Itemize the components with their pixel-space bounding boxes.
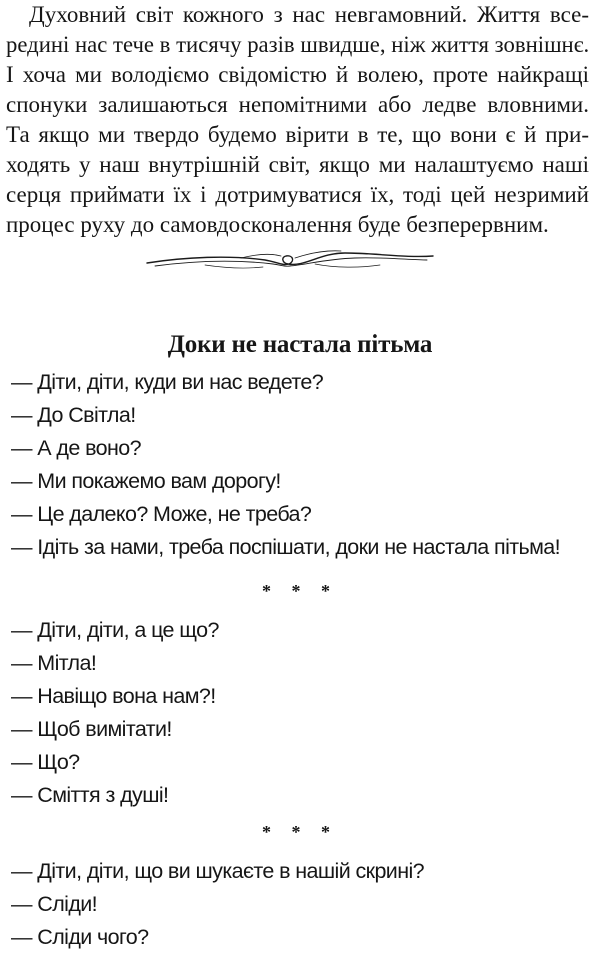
- intro-line: спонуки залишаються непомітними або ледве вловними.: [6, 92, 589, 117]
- dialogue-line: — Щоб вимітати!: [11, 717, 172, 741]
- intro-line: Духовний світ кожного з нас невгамовний. Життя все-: [29, 2, 589, 27]
- dialogue-line: — Ми покажемо вам дорогу!: [11, 469, 281, 493]
- intro-line: Та якщо ми твердо будемо вірити в те, що вони є й при-: [6, 122, 589, 147]
- dialogue-line: — Що?: [11, 750, 80, 774]
- intro-line: серця приймати їх і дотримуватися їх, тоді цей незримий: [6, 182, 589, 207]
- flourish-divider-icon: [145, 244, 435, 272]
- dialogue-line: — А де воно?: [11, 436, 141, 460]
- intro-paragraph: [6, 0, 589, 240]
- section-separator: * * *: [262, 822, 338, 842]
- dialogue-line: — Сміття з душі!: [11, 783, 169, 807]
- section-separator: * * *: [262, 581, 338, 601]
- intro-line: І хоча ми володіємо свідомістю й волею, проте найкращі: [6, 62, 589, 87]
- intro-line: ходять у наш внутрішній світ, якщо ми налаштуємо наші: [6, 152, 589, 177]
- dialogue-line: — Діти, діти, а це що?: [11, 618, 219, 642]
- intro-line: процес руху до самовдосконалення буде безперервним.: [6, 212, 549, 237]
- dialogue-block: [11, 614, 599, 812]
- dialogue-line: — Діти, діти, куди ви нас ведете?: [11, 370, 324, 394]
- dialogue-line: — Ідіть за нами, треба поспішати, доки не настала пітьма!: [11, 535, 561, 559]
- dialogue-line: — До Світла!: [11, 403, 136, 427]
- dialogue-block: [11, 366, 599, 564]
- section-title: Доки не настала пітьма: [167, 331, 433, 358]
- dialogue-block: [11, 855, 599, 954]
- dialogue-line: — Це далеко? Може, не треба?: [11, 502, 312, 526]
- dialogue-line: — Сліди чого?: [11, 925, 149, 949]
- dialogue-line: — Сліди!: [11, 892, 98, 916]
- dialogue-line: — Навіщо вона нам?!: [11, 684, 216, 708]
- dialogue-line: — Мітла!: [11, 651, 97, 675]
- dialogue-line: — Діти, діти, що ви шукаєте в нашій скрині?: [11, 859, 425, 883]
- intro-line: редині нас тече в тисячу разів швидше, ніж життя зовнішнє.: [6, 32, 590, 57]
